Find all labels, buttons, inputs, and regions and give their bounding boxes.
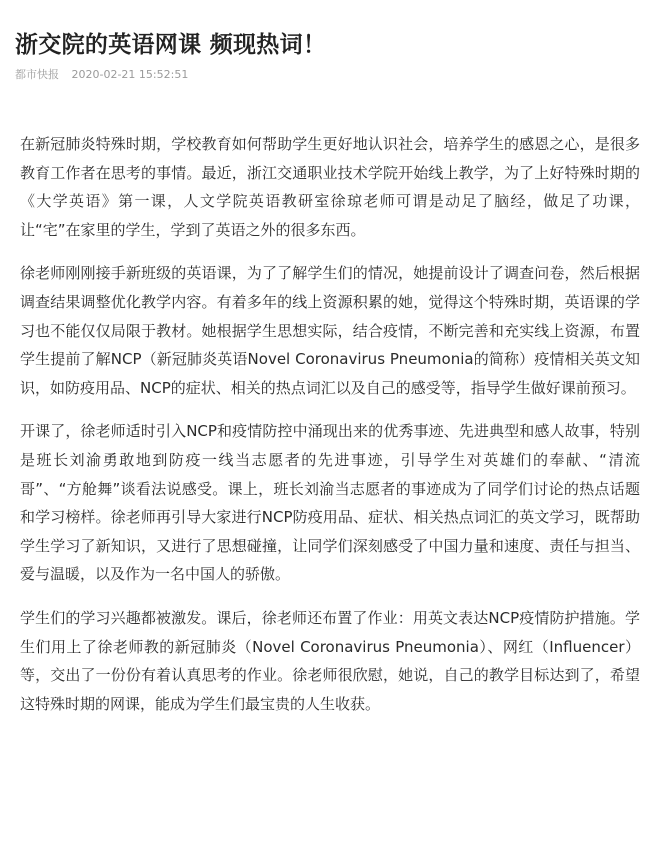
article-paragraph: 徐老师刚刚接手新班级的英语课，为了了解学生们的情况，她提前设计了调查问卷，然后根据调查结果调整优化教学内容。有着多年的线上资源积累的她，觉得这个特殊时期，英语课的学习也不能仅仅局限于教材。她根据学生思想实际，结合疫情，不断完善和充实线上资源，布置学生提前了解NCP（新冠肺炎英语Novel Coronavirus Pneumonia的简称）疫情相关英文知识，如防疫用品、NCP的症状、相关的热点词汇以及自己的感受等，指导学生做好课前预习。 bbox=[20, 264, 640, 397]
article-paragraph: 在新冠肺炎特殊时期，学校教育如何帮助学生更好地认识社会，培养学生的感恩之心，是很多教育工作者在思考的事情。最近，浙江交通职业技术学院开始线上教学，为了上好特殊时期的《大学英语》第一课，人文学院英语教研室徐琼老师可谓是动足了脑经，做足了功课，让“宅”在家里的学生，学到了英语之外的很多东西。 bbox=[20, 135, 640, 239]
article-paragraph: 开课了，徐老师适时引入NCP和疫情防控中涌现出来的优秀事迹、先进典型和感人故事，特别是班长刘渝勇敢地到防疫一线当志愿者的先进事迹，引导学生对英雄们的奉献、“清流哥”、“方舱舞”谈看法说感受。课上，班长刘渝当志愿者的事迹成为了同学们讨论的热点话题和学习榜样。徐老师再引导大家进行NCP防疫用品、症状、相关热点词汇的英文学习，既帮助学生学习了新知识，又进行了思想碰撞，让同学们深刻感受了中国力量和速度、责任与担当、爱与温暖，以及作为一名中国人的骄傲。 bbox=[20, 422, 640, 584]
article-body bbox=[20, 130, 640, 733]
article-source: 都市快报 bbox=[15, 68, 59, 81]
article-meta bbox=[15, 67, 188, 83]
article-title: 浙交院的英语网课 频现热词！ bbox=[15, 32, 327, 58]
article-paragraph: 学生们的学习兴趣都被激发。课后，徐老师还布置了作业：用英文表达NCP疫情防护措施。学生们用上了徐老师教的新冠肺炎（Novel Coronavirus Pneumonia）、网红（Influencer）等，交出了一份份有着认真思考的作业。徐老师很欣慰，她说，自己的教学目标达到了，希望这特殊时期的网课，能成为学生们最宝贵的人生收获。 bbox=[20, 608, 640, 713]
article-datetime: 2020-02-21 15:52:51 bbox=[71, 68, 189, 81]
